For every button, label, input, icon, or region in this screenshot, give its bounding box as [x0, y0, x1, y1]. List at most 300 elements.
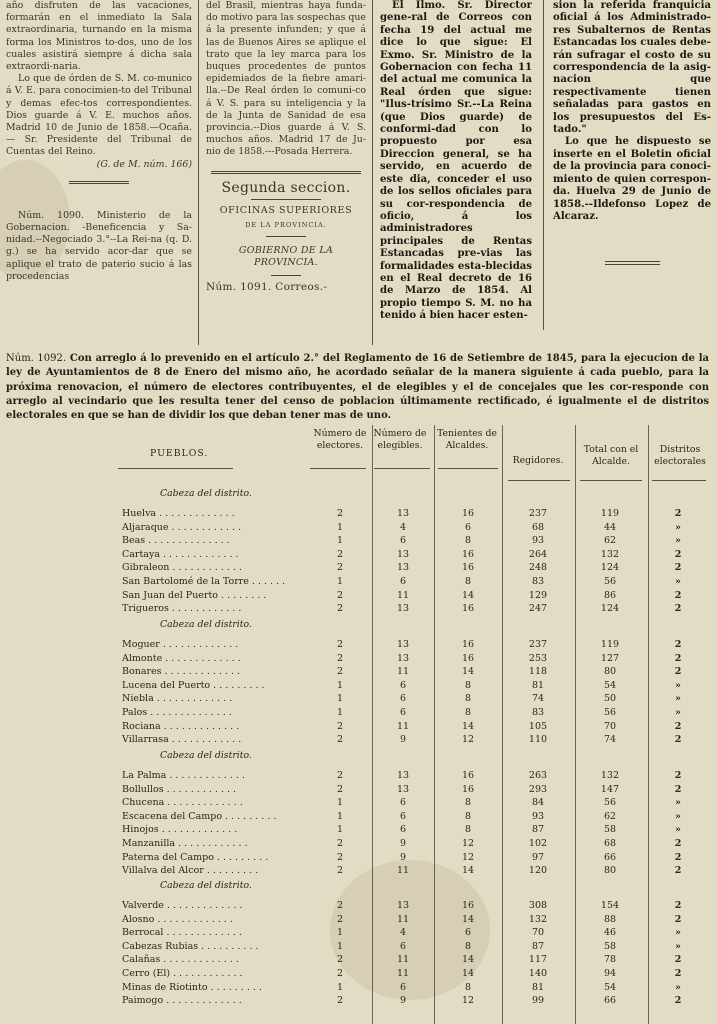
intro-text: Con arreglo á lo prevenido en el artículo 2.° del Reglamento de 16 de Setiembre de 1845, para la ejecucion de la ley de Ayuntamientos de 8 de Enero del mismo año, he acordado señalar de la manera siguiente á cada pueblo, para la próxima renovacion, el número de electores contribuyentes, el de elegibles y el de concejales que les cor-responde con arreglo al vecindario que les resulta tener del censo de poblacion últimamente rectificado, é igualmente el de distritos electorales en que se han de dividir los que deban tener mas de uno. [6, 353, 709, 422]
divider [266, 236, 306, 237]
tenientes-cell: 8 [464, 707, 472, 718]
elegibles-cell: 9 [399, 838, 407, 849]
elegibles-cell: 6 [399, 797, 407, 809]
regidores-cell: 81 [531, 981, 545, 993]
column-3 [380, 0, 532, 345]
town-name: Rociana . . . . . . . . . . . . . [122, 720, 240, 732]
tenientes-cell: 8 [464, 679, 472, 691]
elegibles-cell: 6 [399, 535, 407, 547]
tenientes-cell: 8 [464, 824, 472, 836]
tenientes-cell: 16 [461, 548, 475, 560]
tenientes-cell: 16 [461, 508, 475, 519]
distritos-cell: » [675, 693, 681, 705]
regidores-cell: 264 [528, 548, 548, 560]
town-name: Cerro (El) . . . . . . . . . . . . [122, 968, 243, 979]
town-name: Niebla . . . . . . . . . . . . . [122, 693, 233, 705]
table-row [0, 967, 717, 980]
electores-cell: 2 [336, 603, 344, 615]
regidores-cell: 237 [528, 639, 548, 650]
header-rule [310, 468, 366, 469]
table-row [0, 851, 717, 864]
column-2 [206, 0, 366, 345]
distritos-cell: 2 [674, 548, 682, 560]
regidores-cell: 81 [531, 679, 545, 691]
header-rule [580, 480, 642, 481]
distritos-cell: 2 [674, 783, 682, 795]
elegibles-cell: 6 [399, 981, 407, 993]
electores-cell: 1 [336, 810, 344, 822]
divider [605, 261, 660, 265]
column-rule [543, 0, 544, 330]
regidores-cell: 248 [528, 562, 548, 574]
town-name: San Bartolomé de la Torre . . . . . . [122, 576, 286, 587]
electores-cell: 2 [336, 838, 344, 849]
town-name: Bonares . . . . . . . . . . . . . [122, 666, 241, 678]
elegibles-cell: 6 [399, 576, 407, 587]
total-cell: 119 [600, 508, 620, 519]
regidores-cell: 117 [528, 954, 548, 966]
distritos-cell: 2 [674, 900, 682, 911]
tenientes-cell: 16 [461, 562, 475, 574]
group-label: Cabeza del distrito. [160, 880, 252, 891]
table-row [0, 720, 717, 733]
tenientes-cell: 8 [464, 576, 472, 587]
distritos-cell: 2 [674, 865, 682, 877]
table-row [0, 953, 717, 966]
total-cell: 44 [603, 521, 617, 533]
electores-cell: 1 [336, 927, 344, 939]
town-name: Paterna del Campo . . . . . . . . . [122, 851, 269, 863]
table-row [0, 981, 717, 994]
header-elegibles: Número de elegibles. [373, 428, 427, 451]
table-row [0, 679, 717, 692]
town-name: Cartaya . . . . . . . . . . . . . [122, 548, 239, 560]
regidores-cell: 308 [528, 900, 548, 911]
town-name: Beas . . . . . . . . . . . . . . [122, 535, 230, 547]
tenientes-cell: 8 [464, 797, 472, 809]
elegibles-cell: 6 [399, 824, 407, 836]
electores-cell: 2 [336, 783, 344, 795]
town-name: Almonte . . . . . . . . . . . . . [122, 652, 241, 664]
town-name: Berrocal . . . . . . . . . . . . . [122, 927, 242, 939]
column-1 [6, 0, 192, 345]
distritos-cell: 2 [674, 720, 682, 732]
distritos-cell: » [675, 824, 681, 836]
electores-cell: 1 [336, 535, 344, 547]
distritos-cell: » [675, 707, 681, 718]
total-cell: 56 [603, 576, 617, 587]
header-pueblos: PUEBLOS. [150, 448, 209, 459]
total-cell: 66 [603, 995, 617, 1007]
town-name: Hinojos . . . . . . . . . . . . . [122, 824, 238, 836]
source-citation: (G. de M. núm. 166) [96, 158, 192, 170]
electores-cell: 2 [336, 720, 344, 732]
header-distritos: Distritos electorales [654, 444, 706, 467]
total-cell: 70 [603, 720, 617, 732]
table-row [0, 652, 717, 665]
total-cell: 154 [600, 900, 620, 911]
regidores-cell: 237 [528, 508, 548, 519]
column-1-paragraph: Lo que de órden de S. M. co-munico á V. E. para conocimien-to del Tribunal y demas efec-tos correspondientes. Dios guarde á V. E. muchos años. Madrid 10 de Junio de 1858.—Ocaña.— Sr. Presidente del Tribunal de Cuentas del Reino. [6, 73, 192, 158]
group-label: Cabeza del distrito. [160, 750, 252, 761]
distritos-cell: 2 [674, 652, 682, 664]
column-4-paragraph: Lo que he dispuesto se inserte en el Boletin oficial de la provincia para conoci-miento de quien correspon-da. Huelva 29 de Junio de 1858.--Ildefonso Lopez de Alcaraz. [553, 136, 711, 222]
distritos-cell: » [675, 810, 681, 822]
regidores-cell: 129 [528, 589, 548, 601]
header-rule [438, 468, 498, 469]
electores-cell: 1 [336, 981, 344, 993]
tenientes-cell: 6 [464, 521, 472, 533]
header-rule [118, 468, 233, 469]
electores-cell: 2 [336, 954, 344, 966]
elegibles-cell: 6 [399, 810, 407, 822]
regidores-cell: 120 [528, 865, 548, 877]
distritos-cell: 2 [674, 838, 682, 849]
elegibles-cell: 13 [396, 639, 410, 650]
distritos-cell: » [675, 940, 681, 952]
total-cell: 124 [600, 562, 620, 574]
electores-cell: 1 [336, 679, 344, 691]
header-total: Total con el Alcalde. [583, 444, 639, 467]
electores-cell: 1 [336, 521, 344, 533]
total-cell: 68 [603, 838, 617, 849]
total-cell: 132 [600, 770, 620, 781]
electores-cell: 2 [336, 652, 344, 664]
elegibles-cell: 13 [396, 770, 410, 781]
regidores-cell: 110 [528, 734, 548, 746]
tenientes-cell: 12 [461, 734, 475, 746]
header-rule [374, 468, 430, 469]
total-cell: 124 [600, 603, 620, 615]
town-name: Bollullos . . . . . . . . . . . . [122, 783, 237, 795]
electores-cell: 1 [336, 797, 344, 809]
tenientes-cell: 14 [461, 666, 475, 678]
regidores-cell: 93 [531, 810, 545, 822]
column-rule [198, 0, 199, 345]
tenientes-cell: 8 [464, 693, 472, 705]
table-row [0, 864, 717, 877]
elegibles-cell: 13 [396, 508, 410, 519]
regidores-cell: 83 [531, 707, 545, 718]
regidores-cell: 105 [528, 720, 548, 732]
town-name: Chucena . . . . . . . . . . . . . [122, 797, 243, 809]
table-row [0, 507, 717, 520]
regidores-cell: 87 [531, 824, 545, 836]
column-2-paragraph: del Brasil, mientras haya funda-do motivo para las sospechas que á la presente infunden; y que á las de Buenos Aires se aplique el trato que la ley marca para los buques procedentes de puntos epidemiados de la fiebre amari-lla.--De Real órden lo comuni-co á V. S. para su inteligencia y la de la Junta de Sanidad de esa provincia.--Dios guarde á V. S. muchos años. Madrid 17 de Ju-nio de 1858.---Posada Herrera. [206, 0, 366, 158]
tenientes-cell: 12 [461, 851, 475, 863]
tenientes-cell: 14 [461, 968, 475, 979]
distritos-cell: » [675, 535, 681, 547]
town-name: Alosno . . . . . . . . . . . . . [122, 913, 233, 925]
tenientes-cell: 12 [461, 838, 475, 849]
regidores-cell: 87 [531, 940, 545, 952]
town-name: Palos . . . . . . . . . . . . . . [122, 707, 232, 718]
total-cell: 80 [603, 865, 617, 877]
regidores-cell: 99 [531, 995, 545, 1007]
divider [211, 171, 361, 174]
tenientes-cell: 14 [461, 913, 475, 925]
tenientes-cell: 14 [461, 720, 475, 732]
electores-cell: 2 [336, 589, 344, 601]
total-cell: 54 [603, 981, 617, 993]
electores-cell: 2 [336, 770, 344, 781]
town-name: Manzanilla . . . . . . . . . . . . [122, 838, 248, 849]
table-row [0, 692, 717, 705]
regidores-cell: 74 [531, 693, 545, 705]
column-4 [553, 0, 711, 345]
table-row [0, 706, 717, 719]
electores-cell: 2 [336, 968, 344, 979]
table-row [0, 534, 717, 547]
table-row [0, 994, 717, 1007]
regidores-cell: 247 [528, 603, 548, 615]
header-tenientes: Tenientes de Alcaldes. [437, 428, 497, 451]
elegibles-cell: 6 [399, 940, 407, 952]
table-row [0, 521, 717, 534]
elegibles-cell: 13 [396, 900, 410, 911]
distritos-cell: 2 [674, 734, 682, 746]
tenientes-cell: 16 [461, 639, 475, 650]
distritos-cell: 2 [674, 770, 682, 781]
tenientes-cell: 16 [461, 783, 475, 795]
table-row [0, 733, 717, 746]
regidores-cell: 118 [528, 666, 548, 678]
elegibles-cell: 9 [399, 734, 407, 746]
total-cell: 58 [603, 940, 617, 952]
regidores-cell: 102 [528, 838, 548, 849]
divider [251, 199, 321, 200]
regidores-cell: 140 [528, 968, 548, 979]
divider [271, 275, 301, 276]
distritos-cell: 2 [674, 666, 682, 678]
electores-cell: 2 [336, 734, 344, 746]
table-row [0, 665, 717, 678]
town-name: Cabezas Rubias . . . . . . . . . . [122, 940, 259, 952]
total-cell: 56 [603, 707, 617, 718]
table-row [0, 548, 717, 561]
total-cell: 127 [600, 652, 620, 664]
electores-cell: 2 [336, 851, 344, 863]
regidores-cell: 132 [528, 913, 548, 925]
elegibles-cell: 6 [399, 679, 407, 691]
table-row [0, 783, 717, 796]
electores-cell: 2 [336, 639, 344, 650]
elegibles-cell: 11 [396, 865, 410, 877]
table-row [0, 837, 717, 850]
table-row [0, 575, 717, 588]
section-title: Segunda seccion. [221, 179, 351, 196]
elegibles-cell: 11 [396, 589, 410, 601]
distritos-cell: 2 [674, 995, 682, 1007]
table-row [0, 926, 717, 939]
town-name: Huelva . . . . . . . . . . . . . [122, 508, 235, 519]
total-cell: 74 [603, 734, 617, 746]
electores-cell: 2 [336, 562, 344, 574]
total-cell: 80 [603, 666, 617, 678]
distritos-cell: » [675, 576, 681, 587]
distritos-cell: » [675, 797, 681, 809]
distritos-cell: » [675, 927, 681, 939]
distritos-cell: 2 [674, 639, 682, 650]
town-name: San Juan del Puerto . . . . . . . . [122, 589, 267, 601]
order-number: Núm. 1092. [6, 353, 67, 364]
distritos-cell: 2 [674, 913, 682, 925]
order-number: Núm. 1091. Correos.- [206, 280, 328, 293]
province-heading: DE LA PROVINCIA. [245, 221, 327, 230]
regidores-cell: 83 [531, 576, 545, 587]
header-regidores: Regidores. [512, 455, 564, 466]
total-cell: 147 [600, 783, 620, 795]
column-1-paragraph: año disfruten de las vacaciones, formarán en el inmediato la Sala extraordinaria, turnando en la misma forma los Ministros to-dos, uno de los cuales asistirá siempre á dicha sala extraordi-naria. [6, 0, 192, 73]
electores-cell: 2 [336, 900, 344, 911]
elegibles-cell: 11 [396, 913, 410, 925]
tenientes-cell: 16 [461, 770, 475, 781]
elegibles-cell: 4 [399, 927, 407, 939]
offices-heading: OFICINAS SUPERIORES [219, 204, 353, 216]
distritos-cell: 2 [674, 954, 682, 966]
header-rule [652, 480, 706, 481]
regidores-cell: 97 [531, 851, 545, 863]
distritos-cell: 2 [674, 508, 682, 519]
regidores-cell: 84 [531, 797, 545, 809]
elegibles-cell: 4 [399, 521, 407, 533]
tenientes-cell: 8 [464, 981, 472, 993]
elegibles-cell: 11 [396, 954, 410, 966]
electores-cell: 2 [336, 548, 344, 560]
total-cell: 54 [603, 679, 617, 691]
tenientes-cell: 16 [461, 652, 475, 664]
total-cell: 50 [603, 693, 617, 705]
government-heading: GOBIERNO DE LA PROVINCIA. [238, 245, 334, 269]
town-name: Valverde . . . . . . . . . . . . . [122, 900, 243, 911]
electores-cell: 2 [336, 913, 344, 925]
electores-cell: 2 [336, 995, 344, 1007]
total-cell: 62 [603, 535, 617, 547]
tenientes-cell: 14 [461, 865, 475, 877]
header-rule [508, 480, 570, 481]
total-cell: 119 [600, 639, 620, 650]
electores-cell: 1 [336, 707, 344, 718]
elegibles-cell: 6 [399, 707, 407, 718]
electores-cell: 1 [336, 576, 344, 587]
tenientes-cell: 6 [464, 927, 472, 939]
distritos-cell: 2 [674, 603, 682, 615]
total-cell: 132 [600, 548, 620, 560]
distritos-cell: 2 [674, 589, 682, 601]
elegibles-cell: 13 [396, 652, 410, 664]
distritos-cell: » [675, 981, 681, 993]
group-label: Cabeza del distrito. [160, 488, 252, 499]
tenientes-cell: 16 [461, 603, 475, 615]
town-name: Villalva del Alcor . . . . . . . . . [122, 865, 259, 877]
elegibles-cell: 13 [396, 603, 410, 615]
table-row [0, 638, 717, 651]
tenientes-cell: 16 [461, 900, 475, 911]
divider [69, 181, 129, 184]
tenientes-cell: 14 [461, 954, 475, 966]
total-cell: 62 [603, 810, 617, 822]
town-name: Trigueros . . . . . . . . . . . . [122, 603, 242, 615]
elegibles-cell: 9 [399, 995, 407, 1007]
total-cell: 56 [603, 797, 617, 809]
elegibles-cell: 13 [396, 783, 410, 795]
electores-cell: 1 [336, 940, 344, 952]
regidores-cell: 293 [528, 783, 548, 795]
table-row [0, 940, 717, 953]
town-name: Lucena del Puerto . . . . . . . . . [122, 679, 265, 691]
total-cell: 46 [603, 927, 617, 939]
regidores-cell: 253 [528, 652, 548, 664]
total-cell: 86 [603, 589, 617, 601]
regidores-cell: 263 [528, 770, 548, 781]
total-cell: 88 [603, 913, 617, 925]
tenientes-cell: 8 [464, 940, 472, 952]
town-name: Moguer . . . . . . . . . . . . . [122, 639, 239, 650]
distritos-cell: » [675, 521, 681, 533]
elegibles-cell: 9 [399, 851, 407, 863]
table-row [0, 796, 717, 809]
tenientes-cell: 14 [461, 589, 475, 601]
table-row [0, 602, 717, 615]
regidores-cell: 93 [531, 535, 545, 547]
table-row [0, 823, 717, 836]
elegibles-cell: 11 [396, 968, 410, 979]
header-electores: Número de electores. [313, 428, 367, 451]
regidores-cell: 68 [531, 521, 545, 533]
order-1092-intro [6, 352, 709, 423]
total-cell: 78 [603, 954, 617, 966]
town-name: La Palma . . . . . . . . . . . . . [122, 770, 245, 781]
column-1-paragraph: Núm. 1090. Ministerio de la Gobernacion. -Beneficencia y Sa-nidad.--Negociado 3.°--La Rei-na (q. D. g.) se ha servido acor-dar que se aplique el trato de paterio sucio á las procedencias [6, 209, 192, 282]
electores-cell: 2 [336, 666, 344, 678]
tenientes-cell: 12 [461, 995, 475, 1007]
electores-cell: 2 [336, 865, 344, 877]
table-row [0, 589, 717, 602]
distritos-cell: 2 [674, 562, 682, 574]
group-label: Cabeza del distrito. [160, 619, 252, 630]
table-row [0, 913, 717, 926]
town-name: Gibraleon . . . . . . . . . . . . [122, 562, 242, 574]
town-name: Minas de Riotinto . . . . . . . . . [122, 981, 262, 993]
table-row [0, 810, 717, 823]
column-3-text: El Ilmo. Sr. Director gene-ral de Correos con fecha 19 del actual me dice lo que sigue: El Exmo. Sr. Ministro de la Gobernacion con fecha 11 del actual me comunica la Real órden que sigue: "Ilus-trísimo Sr.--La Reina (que Dios guarde) de conformi-dad con lo propuesto por esa Direccion general, se ha servido, en acuerdo de este dia, conceder el uso de los sellos oficiales para su cor-respondencia de oficio, á los administradores principales de Rentas Estancadas pre-vias las formalidades esta-blecidas en el Real decreto de 16 de Marzo de 1854. Al propio tiempo S. M. no ha tenido á bien hacer esten- [380, 0, 532, 322]
distritos-cell: 2 [674, 851, 682, 863]
elegibles-cell: 6 [399, 693, 407, 705]
table-row [0, 899, 717, 912]
town-name: Calañas . . . . . . . . . . . . . [122, 954, 239, 966]
elegibles-cell: 11 [396, 720, 410, 732]
town-name: Villarrasa . . . . . . . . . . . . [122, 734, 242, 746]
table-row [0, 769, 717, 782]
town-name: Escacena del Campo . . . . . . . . . [122, 810, 277, 822]
electores-cell: 1 [336, 824, 344, 836]
elegibles-cell: 13 [396, 548, 410, 560]
elegibles-cell: 11 [396, 666, 410, 678]
electores-cell: 1 [336, 693, 344, 705]
tenientes-cell: 8 [464, 810, 472, 822]
table-row [0, 561, 717, 574]
column-4-paragraph: sion la referida franquicia oficial á los Administrado-res Subalternos de Rentas Estancadas los cuales debe-rán sufragar el costo de su correspondencia de la asig-nacion que respectivamente tienen señaladas para gastos en los presupuestos del Es-tado." [553, 0, 711, 136]
column-rule [372, 0, 373, 345]
distritos-cell: » [675, 679, 681, 691]
total-cell: 66 [603, 851, 617, 863]
electores-cell: 2 [336, 508, 344, 519]
town-name: Aljaraque . . . . . . . . . . . . [122, 521, 242, 533]
elegibles-cell: 13 [396, 562, 410, 574]
regidores-cell: 70 [531, 927, 545, 939]
total-cell: 58 [603, 824, 617, 836]
distritos-cell: 2 [674, 968, 682, 979]
